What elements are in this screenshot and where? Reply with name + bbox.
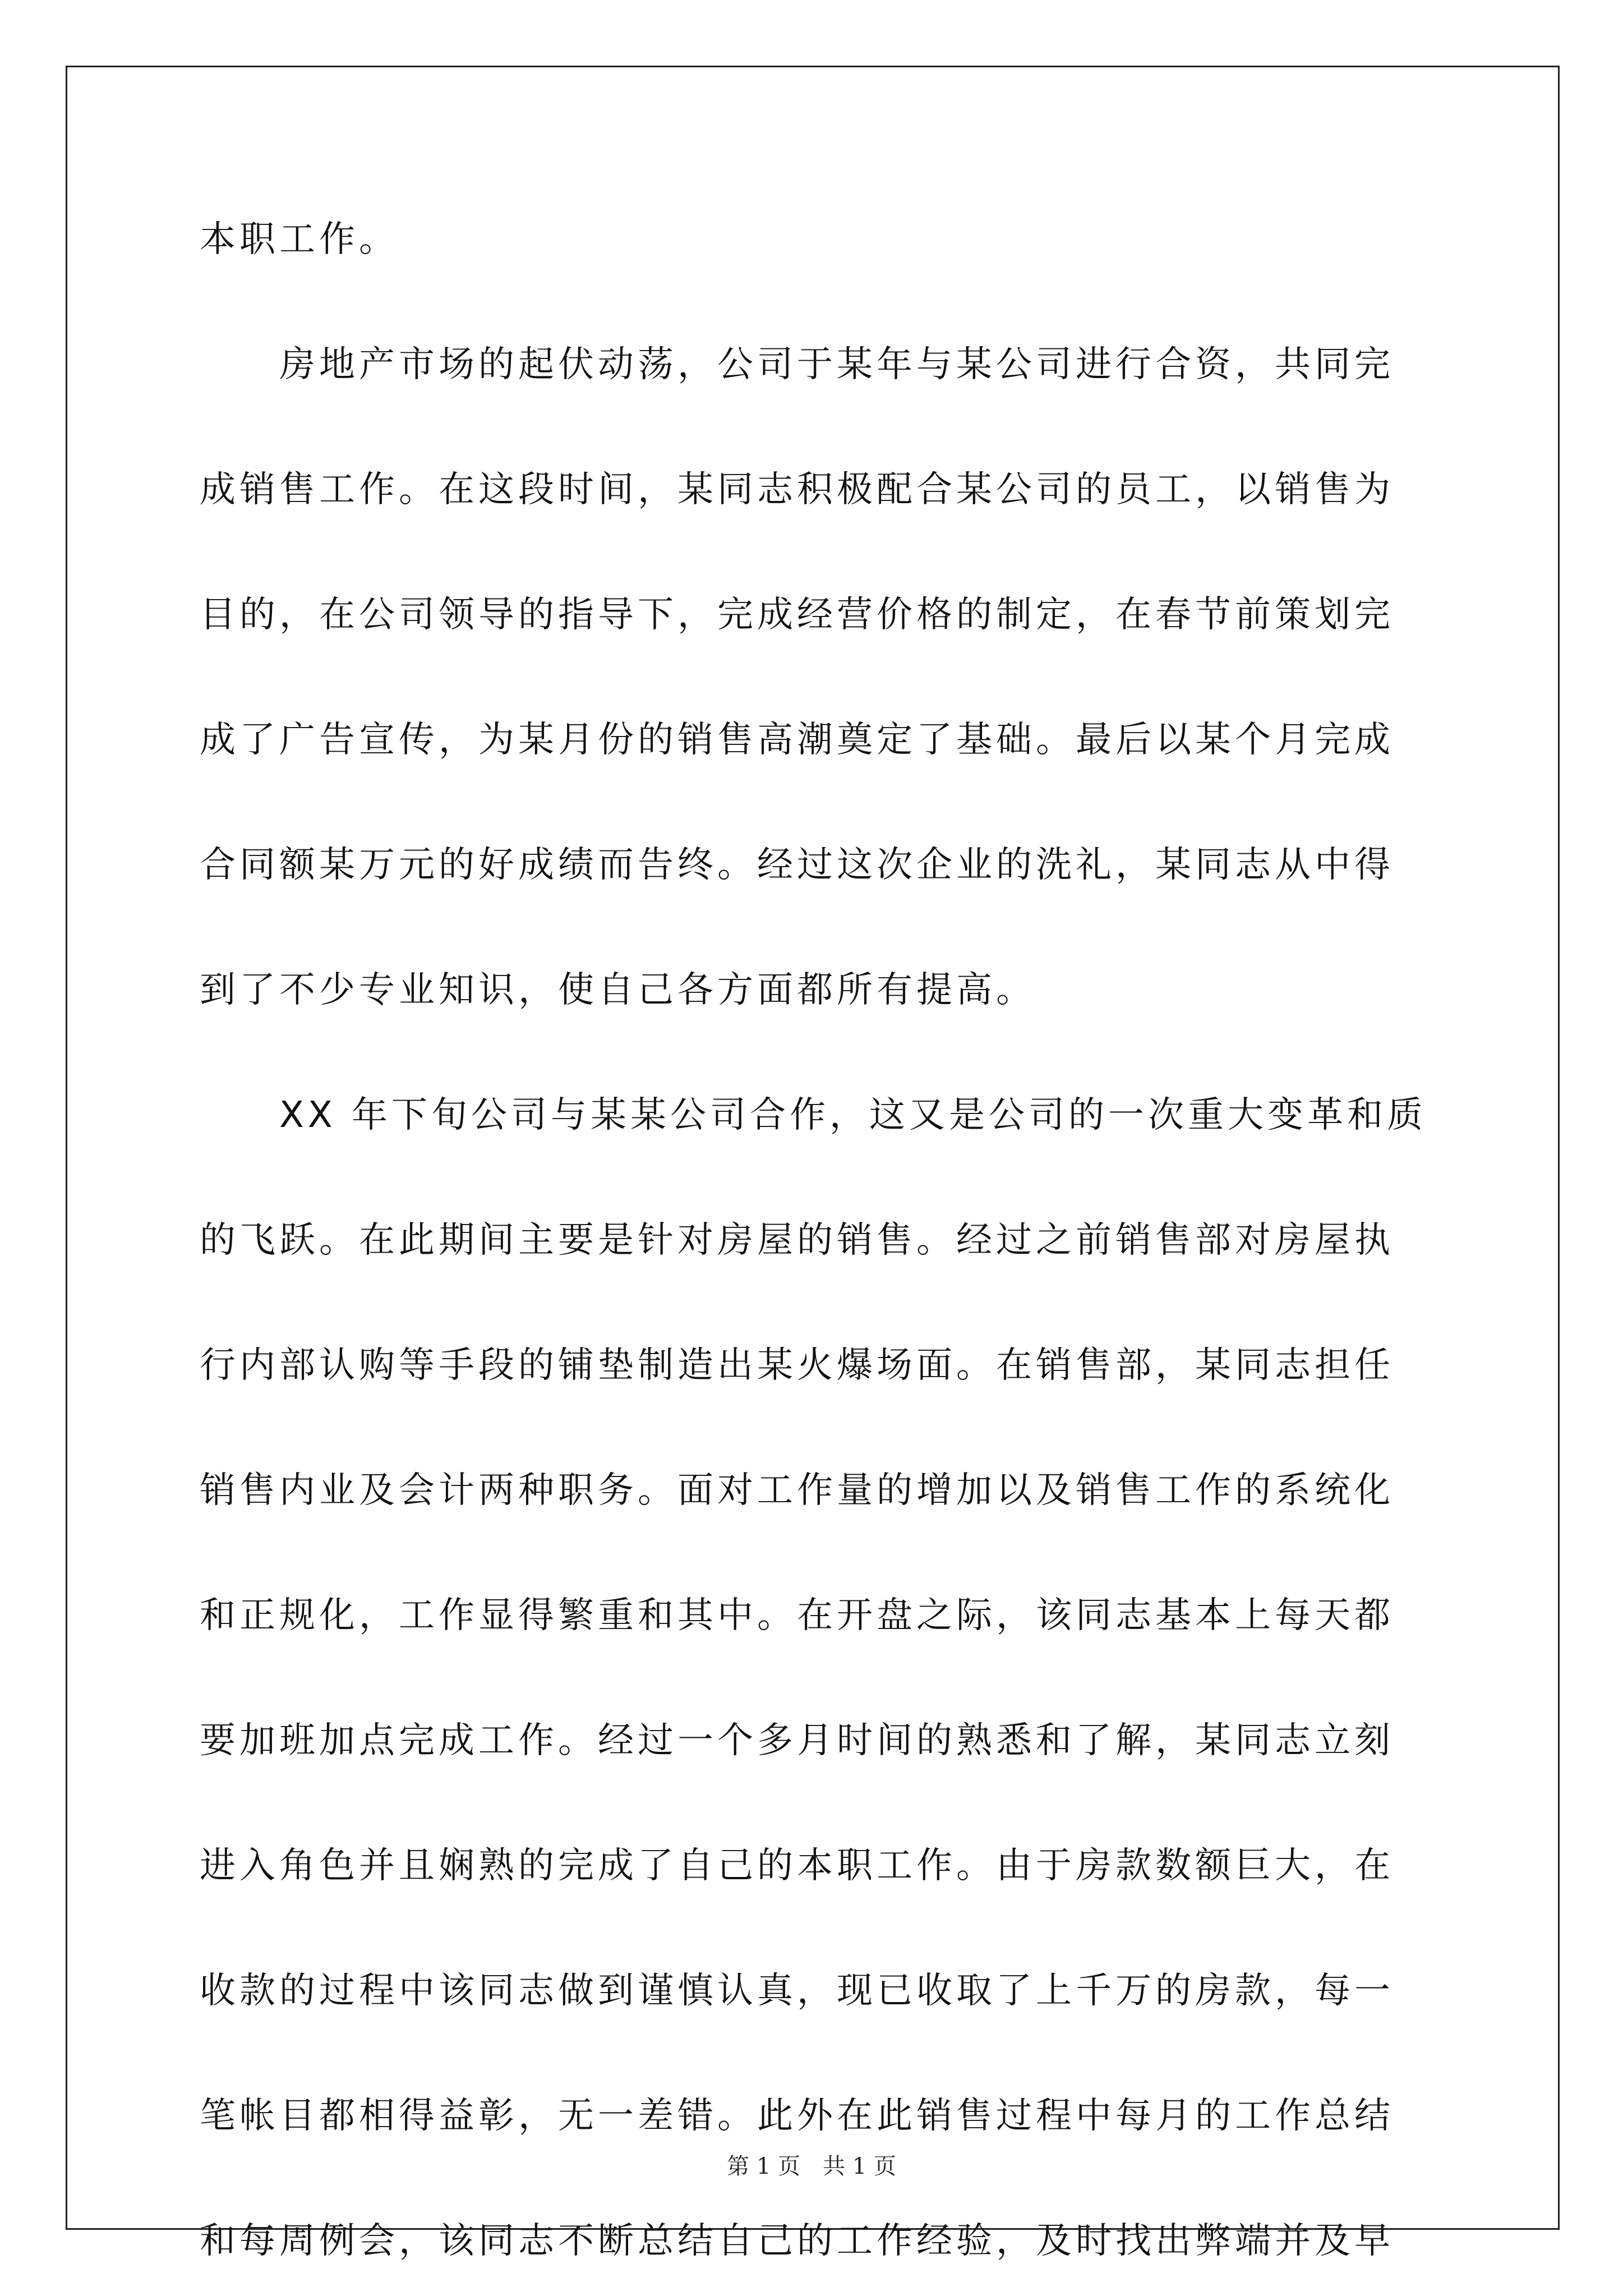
text-line: 进入角色并且娴熟的完成了自己的本职工作。由于房款数额巨大，在 bbox=[200, 1845, 1394, 1887]
text-line: 笔帐目都相得益彰，无一差错。此外在此销售过程中每月的工作总结 bbox=[200, 2095, 1394, 2137]
text-line: 要加班加点完成工作。经过一个多月时间的熟悉和了解，某同志立刻 bbox=[200, 1720, 1394, 1761]
text-line: 成了广告宣传，为某月份的销售高潮奠定了基础。最后以某个月完成 bbox=[200, 719, 1394, 761]
text-line: 行内部认购等手段的铺垫制造出某火爆场面。在销售部，某同志担任 bbox=[200, 1345, 1394, 1386]
text-line: 和每周例会，该同志不断总结自己的工作经验，及时找出弊端并及早 bbox=[200, 2220, 1394, 2262]
text-line: 本职工作。 bbox=[200, 219, 399, 260]
text-line: 房地产市场的起伏动荡，公司于某年与某公司进行合资，共同完 bbox=[200, 344, 1394, 385]
text-line: 合同额某万元的好成绩而告终。经过这次企业的洗礼，某同志从中得 bbox=[200, 844, 1394, 886]
page-border bbox=[66, 66, 1560, 2230]
text-line: 成销售工作。在这段时间，某同志积极配合某公司的员工，以销售为 bbox=[200, 469, 1394, 510]
page-footer: 第 1 页 共 1 页 bbox=[727, 2154, 896, 2179]
text-line: 销售内业及会计两种职务。面对工作量的增加以及销售工作的系统化 bbox=[200, 1470, 1394, 1511]
text-line: 目的，在公司领导的指导下，完成经营价格的制定，在春节前策划完 bbox=[200, 594, 1394, 636]
text-line: 的飞跃。在此期间主要是针对房屋的销售。经过之前销售部对房屋执 bbox=[200, 1220, 1394, 1261]
text-line: 到了不少专业知识，使自己各方面都所有提高。 bbox=[200, 969, 1036, 1011]
text-line: 和正规化，工作显得繁重和其中。在开盘之际，该同志基本上每天都 bbox=[200, 1595, 1394, 1636]
text-line: XX 年下旬公司与某某公司合作，这又是公司的一次重大变革和质 bbox=[200, 1094, 1427, 1136]
text-line: 收款的过程中该同志做到谨慎认真，现已收取了上千万的房款，每一 bbox=[200, 1970, 1394, 2012]
